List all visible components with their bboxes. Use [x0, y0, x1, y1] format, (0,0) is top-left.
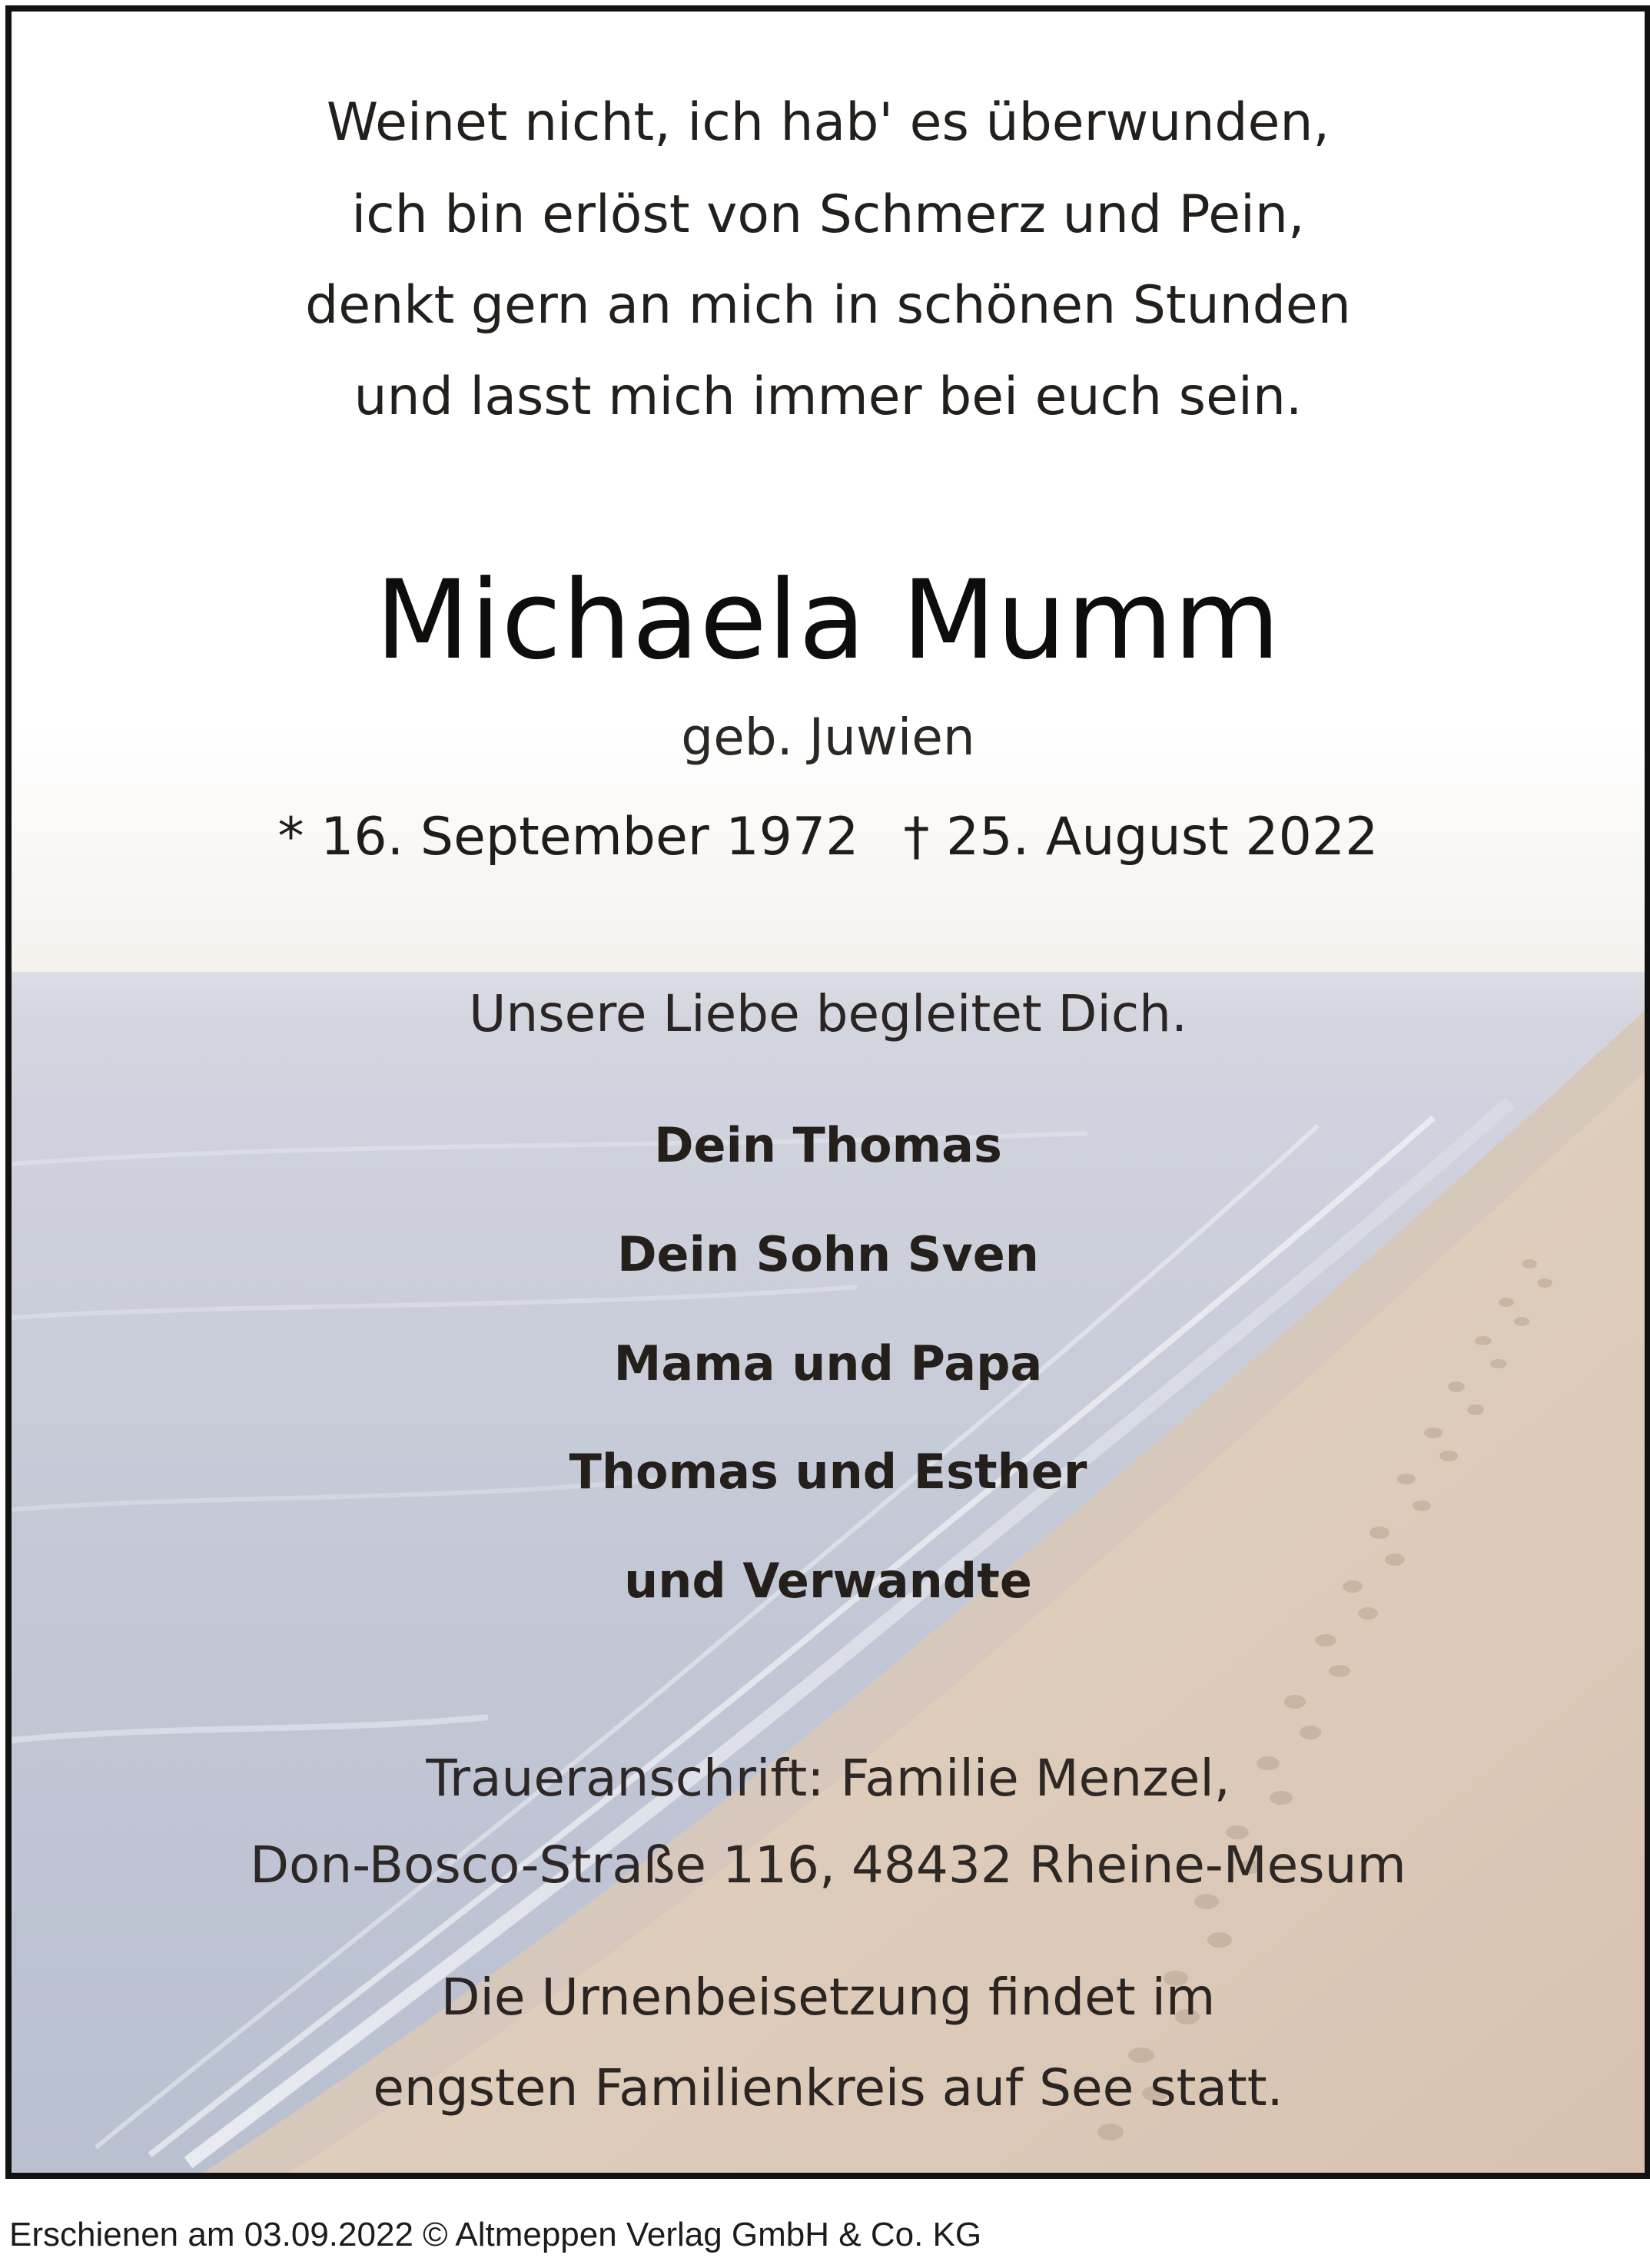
mourner-5: und Verwandte: [624, 1553, 1032, 1609]
closing-line-1: Die Urnenbeisetzung findet im: [440, 1968, 1216, 2027]
poem-line-4: und lasst mich immer bei euch sein.: [354, 366, 1303, 427]
birth-name: geb. Juwien: [681, 708, 975, 767]
deceased-name: Michaela Mumm: [375, 557, 1281, 684]
life-dates: [12, 807, 1645, 868]
mourner-4: Thomas und Esther: [569, 1444, 1087, 1500]
address-line-1: Traueranschrift: Familie Menzel,: [426, 1749, 1230, 1808]
poem-line-3: denkt gern an mich in schönen Stunden: [305, 275, 1351, 336]
poem-line-1: Weinet nicht, ich hab' es überwunden,: [326, 92, 1330, 153]
death-date: † 25. August 2022: [903, 807, 1379, 867]
obituary-notice: [5, 5, 1650, 2179]
birth-date: * 16. September 1972: [277, 807, 859, 867]
dedication: Unsere Liebe begleitet Dich.: [469, 984, 1187, 1043]
mourner-2: Dein Sohn Sven: [617, 1226, 1039, 1282]
notice-text: [12, 12, 1645, 2173]
mourner-1: Dein Thomas: [654, 1117, 1002, 1173]
closing-line-2: engsten Familienkreis auf See statt.: [373, 2058, 1283, 2117]
address-line-2: Don-Bosco-Straße 116, 48432 Rheine-Mesum: [250, 1835, 1406, 1895]
publication-credit: Erschienen am 03.09.2022 © Altmeppen Verlag GmbH & Co. KG: [9, 2216, 982, 2253]
mourner-3: Mama und Papa: [613, 1335, 1043, 1391]
poem-line-2: ich bin erlöst von Schmerz und Pein,: [351, 184, 1305, 245]
